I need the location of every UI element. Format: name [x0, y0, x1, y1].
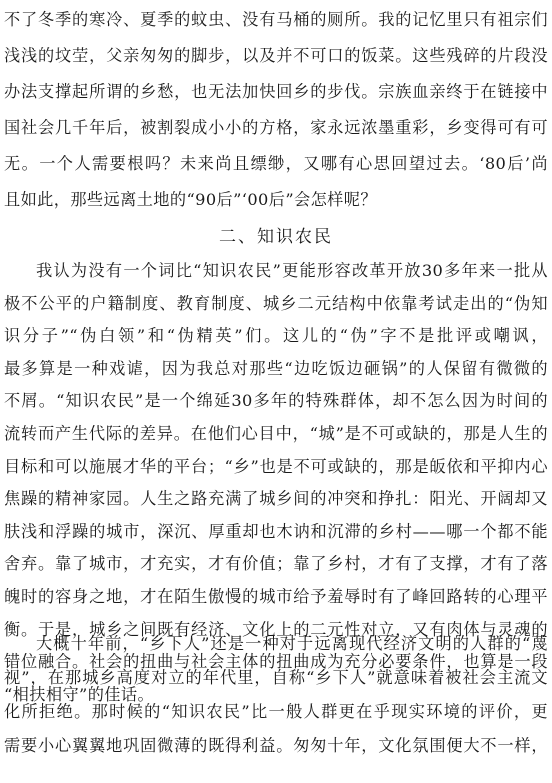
text-line: 焦躁的精神家园。人生之路充满了城乡间的冲突和挣扎：阳光、开阔却又 [4, 489, 548, 508]
text-line: 不屑。“知识农民”是一个绵延30多年的特殊群体，却不怎么因为时间的 [4, 391, 548, 410]
text-line: 目标和可以施展才华的平台；“乡”也是不可或缺的，那是皈依和平抑内心 [4, 457, 548, 476]
text-line: 且如此，那些远离土地的“90后”‘00后”会怎样呢？ [4, 190, 377, 209]
section-heading: 二、知识农民 [219, 227, 333, 247]
text-line: 流转而产生代际的差异。在他们心目中，“城”是不可或缺的，那是人生的 [4, 424, 548, 443]
text-line: 错位融合。社会的扭曲与社会主体的扭曲成为充分必要条件，也算是一段 [4, 652, 548, 671]
text-line: 视”，在那城乡高度对立的年代里，自称“乡下人”就意味着被社会主流文 [4, 668, 548, 687]
text-line: 化所拒绝。那时候的“知识农民”比一般人群更在乎现实环境的评价，更 [4, 702, 548, 721]
text-line: “相扶相守”的佳话。 [4, 685, 155, 704]
text-line: 国社会几千年后，被割裂成小小的方格，家永远浓墨重彩，乡变得可有可 [4, 118, 548, 137]
text-line: 需要小心翼翼地巩固微薄的既得利益。匆匆十年，文化氛围便大不一样， [4, 736, 548, 755]
text-line: 衡。于是，城乡之间既有经济、文化上的二元性对立，又有肉体与灵魂的 [4, 620, 548, 639]
text-line: 我认为没有一个词比“知识农民”更能形容改革开放30多年来一批从 [36, 261, 548, 280]
text-line: 无。一个人需要根吗？未来尚且缥缈，又哪有心思回望过去。‘80后’尚 [4, 154, 548, 173]
text-line: 浅浅的坟茔，父亲匆匆的脚步，以及并不可口的饭菜。这些残碎的片段没 [4, 46, 548, 65]
text-line: 最多算是一种戏谑，因为我总对那些“边吃饭边砸锅”的人保留有微微的 [4, 359, 548, 378]
text-line: 识分子”“伪白领”和“伪精英”们。这儿的“伪”字不是批评或嘲讽， [4, 326, 548, 345]
text-line: 不了冬季的寒冷、夏季的蚊虫、没有马桶的厕所。我的记忆里只有祖宗们 [4, 10, 548, 29]
text-line: 办法支撑起所谓的乡愁，也无法加快回乡的步伐。宗族血亲终于在链接中 [4, 82, 548, 101]
text-line: 肤浅和浮躁的城市，深沉、厚重却也木讷和沉滞的乡村——哪一个都不能 [4, 522, 548, 541]
text-line: 大概十年前，“乡下人”还是一种对于远离现代经济文明的人群的“蔑 [36, 634, 548, 653]
text-line: 舍弃。靠了城市，才充实，才有价值；靠了乡村，才有了支撑，才有了落 [4, 554, 548, 573]
text-line: 极不公平的户籍制度、教育制度、城乡二元结构中依靠考试走出的“伪知 [4, 294, 548, 313]
text-line: 魄时的容身之地，才在陌生傲慢的城市给予羞辱时有了峰回路转的心理平 [4, 587, 548, 606]
